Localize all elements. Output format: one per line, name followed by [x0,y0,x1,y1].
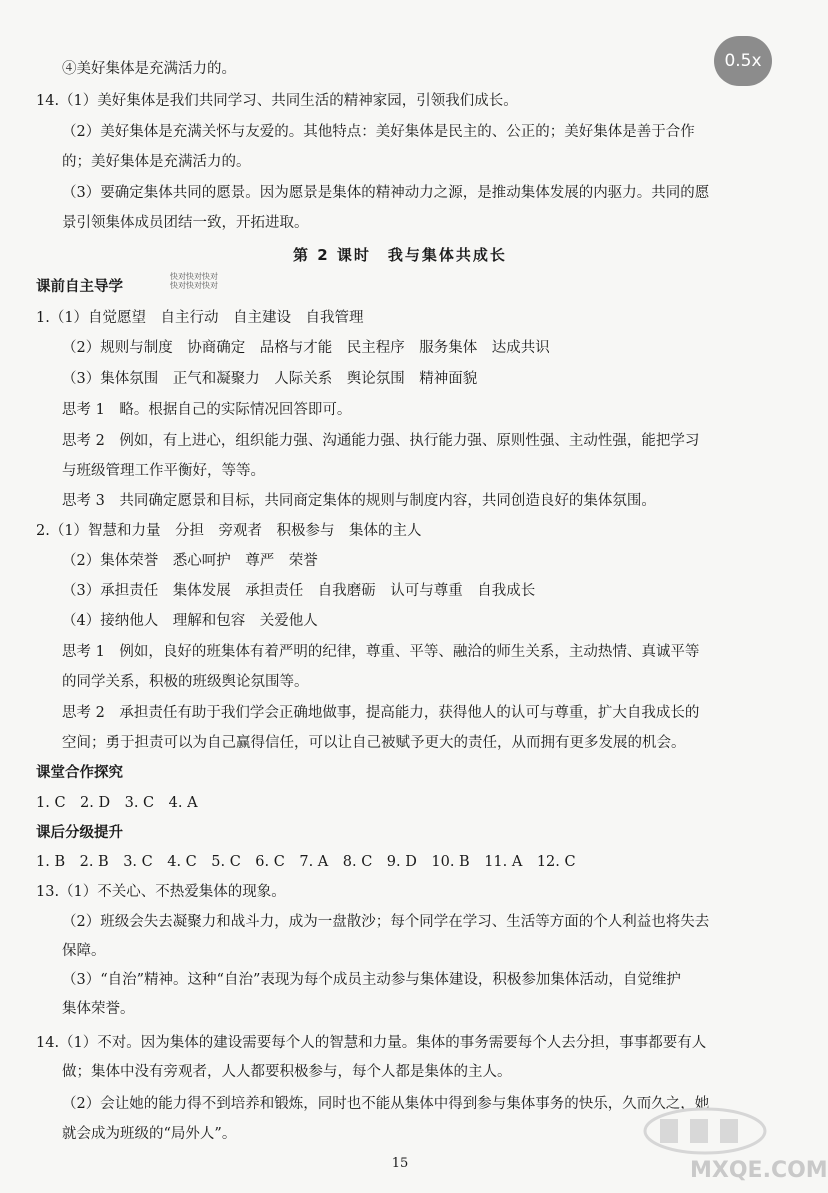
answer-line: （2）美好集体是充满关怀与友爱的。其他特点：美好集体是民主的、公正的；美好集体是善于合作 [62,124,695,140]
answer-line: 思考 2 承担责任有助于我们学会正确地做事，提高能力，获得他人的认可与尊重，扩大自我成长的 [62,705,700,721]
answer-line: 思考 3 共同确定愿景和目标，共同商定集体的规则与制度内容，共同创造良好的集体氛围。 [62,493,656,509]
answer-line: （2）集体荣誉 悉心呵护 尊严 荣誉 [62,553,318,569]
answer-line: 思考 1 略。根据自己的实际情况回答即可。 [62,402,352,418]
answer-line: 1.（1）自觉愿望 自主行动 自主建设 自我管理 [36,310,364,326]
answer-line: 1. C 2. D 3. C 4. A [36,795,198,811]
answer-line: 思考 1 例如，良好的班集体有着严明的纪律，尊重、平等、融洽的师生关系，主动热情、真诚平等 [62,644,700,660]
page-number: 15 [391,1156,409,1171]
answer-line: 空间；勇于担责可以为自己赢得信任，可以让自己被赋予更大的责任，从而拥有更多发展的机会。 [62,735,686,751]
answer-line: 的同学关系，积极的班级舆论氛围等。 [62,674,309,690]
answer-line: 景引领集体成员团结一致，开拓进取。 [62,215,309,231]
watermark-logo: MXQE.COM [690,1158,828,1183]
answer-line: （3）“自治”精神。这种“自治”表现为每个成员主动参与集体建设，积极参加集体活动，自觉维护 [62,972,681,988]
answer-line: 保障。 [62,943,106,959]
answer-line: 就会成为班级的“局外人”。 [62,1126,237,1142]
answer-line: 14.（1）美好集体是我们共同学习、共同生活的精神家园，引领我们成长。 [36,93,518,109]
answer-line: 思考 2 例如，有上进心，组织能力强、沟通能力强、执行能力强、原则性强、主动性强，能把学习 [62,433,700,449]
answer-line: 14.（1）不对。因为集体的建设需要每个人的智慧和力量。集体的事务需要每个人去分担，事事都要有人 [36,1035,707,1051]
watermark-seal-icon [640,1105,770,1157]
answer-line: （2）会让她的能力得不到培养和锻炼，同时也不能从集体中得到参与集体事务的快乐，久而久之，她 [62,1096,710,1112]
answer-line: 的；美好集体是充满活力的。 [62,154,251,170]
section-heading: 课堂合作探究 [36,765,123,781]
answer-line: （2）班级会失去凝聚力和战斗力，成为一盘散沙；每个同学在学习、生活等方面的个人利益也将失去 [62,914,710,930]
answer-line: 13.（1）不关心、不热爱集体的现象。 [36,884,286,900]
answer-line: （4）接纳他人 理解和包容 关爱他人 [62,613,318,629]
answer-line: 与班级管理工作平衡好，等等。 [62,463,265,479]
logo-stamp: 快对快对快对 快对快对快对 [170,272,218,290]
answer-line: 做；集体中没有旁观者，人人都要积极参与，每个人都是集体的主人。 [62,1064,512,1080]
zoom-level-button[interactable]: 0.5x [714,36,772,86]
lesson-title: 第 2 课时 我与集体共成长 [293,246,507,264]
answer-line: （3）集体氛围 正气和凝聚力 人际关系 舆论氛围 精神面貌 [62,371,478,387]
answer-line: ④美好集体是充满活力的。 [62,61,236,77]
answer-line: 集体荣誉。 [62,1001,135,1017]
answer-line: 2.（1）智慧和力量 分担 旁观者 积极参与 集体的主人 [36,523,422,539]
answer-line: （2）规则与制度 协商确定 品格与才能 民主程序 服务集体 达成共识 [62,340,550,356]
section-heading: 课前自主导学 [36,279,123,295]
answer-line: （3）要确定集体共同的愿景。因为愿景是集体的精神动力之源，是推动集体发展的内驱力。共同的愿 [62,185,710,201]
answer-line: 1. B 2. B 3. C 4. C 5. C 6. C 7. A 8. C 9. D 10. B 11. A 12. C [36,854,576,870]
answer-line: （3）承担责任 集体发展 承担责任 自我磨砺 认可与尊重 自我成长 [62,583,536,599]
section-heading: 课后分级提升 [36,825,123,841]
